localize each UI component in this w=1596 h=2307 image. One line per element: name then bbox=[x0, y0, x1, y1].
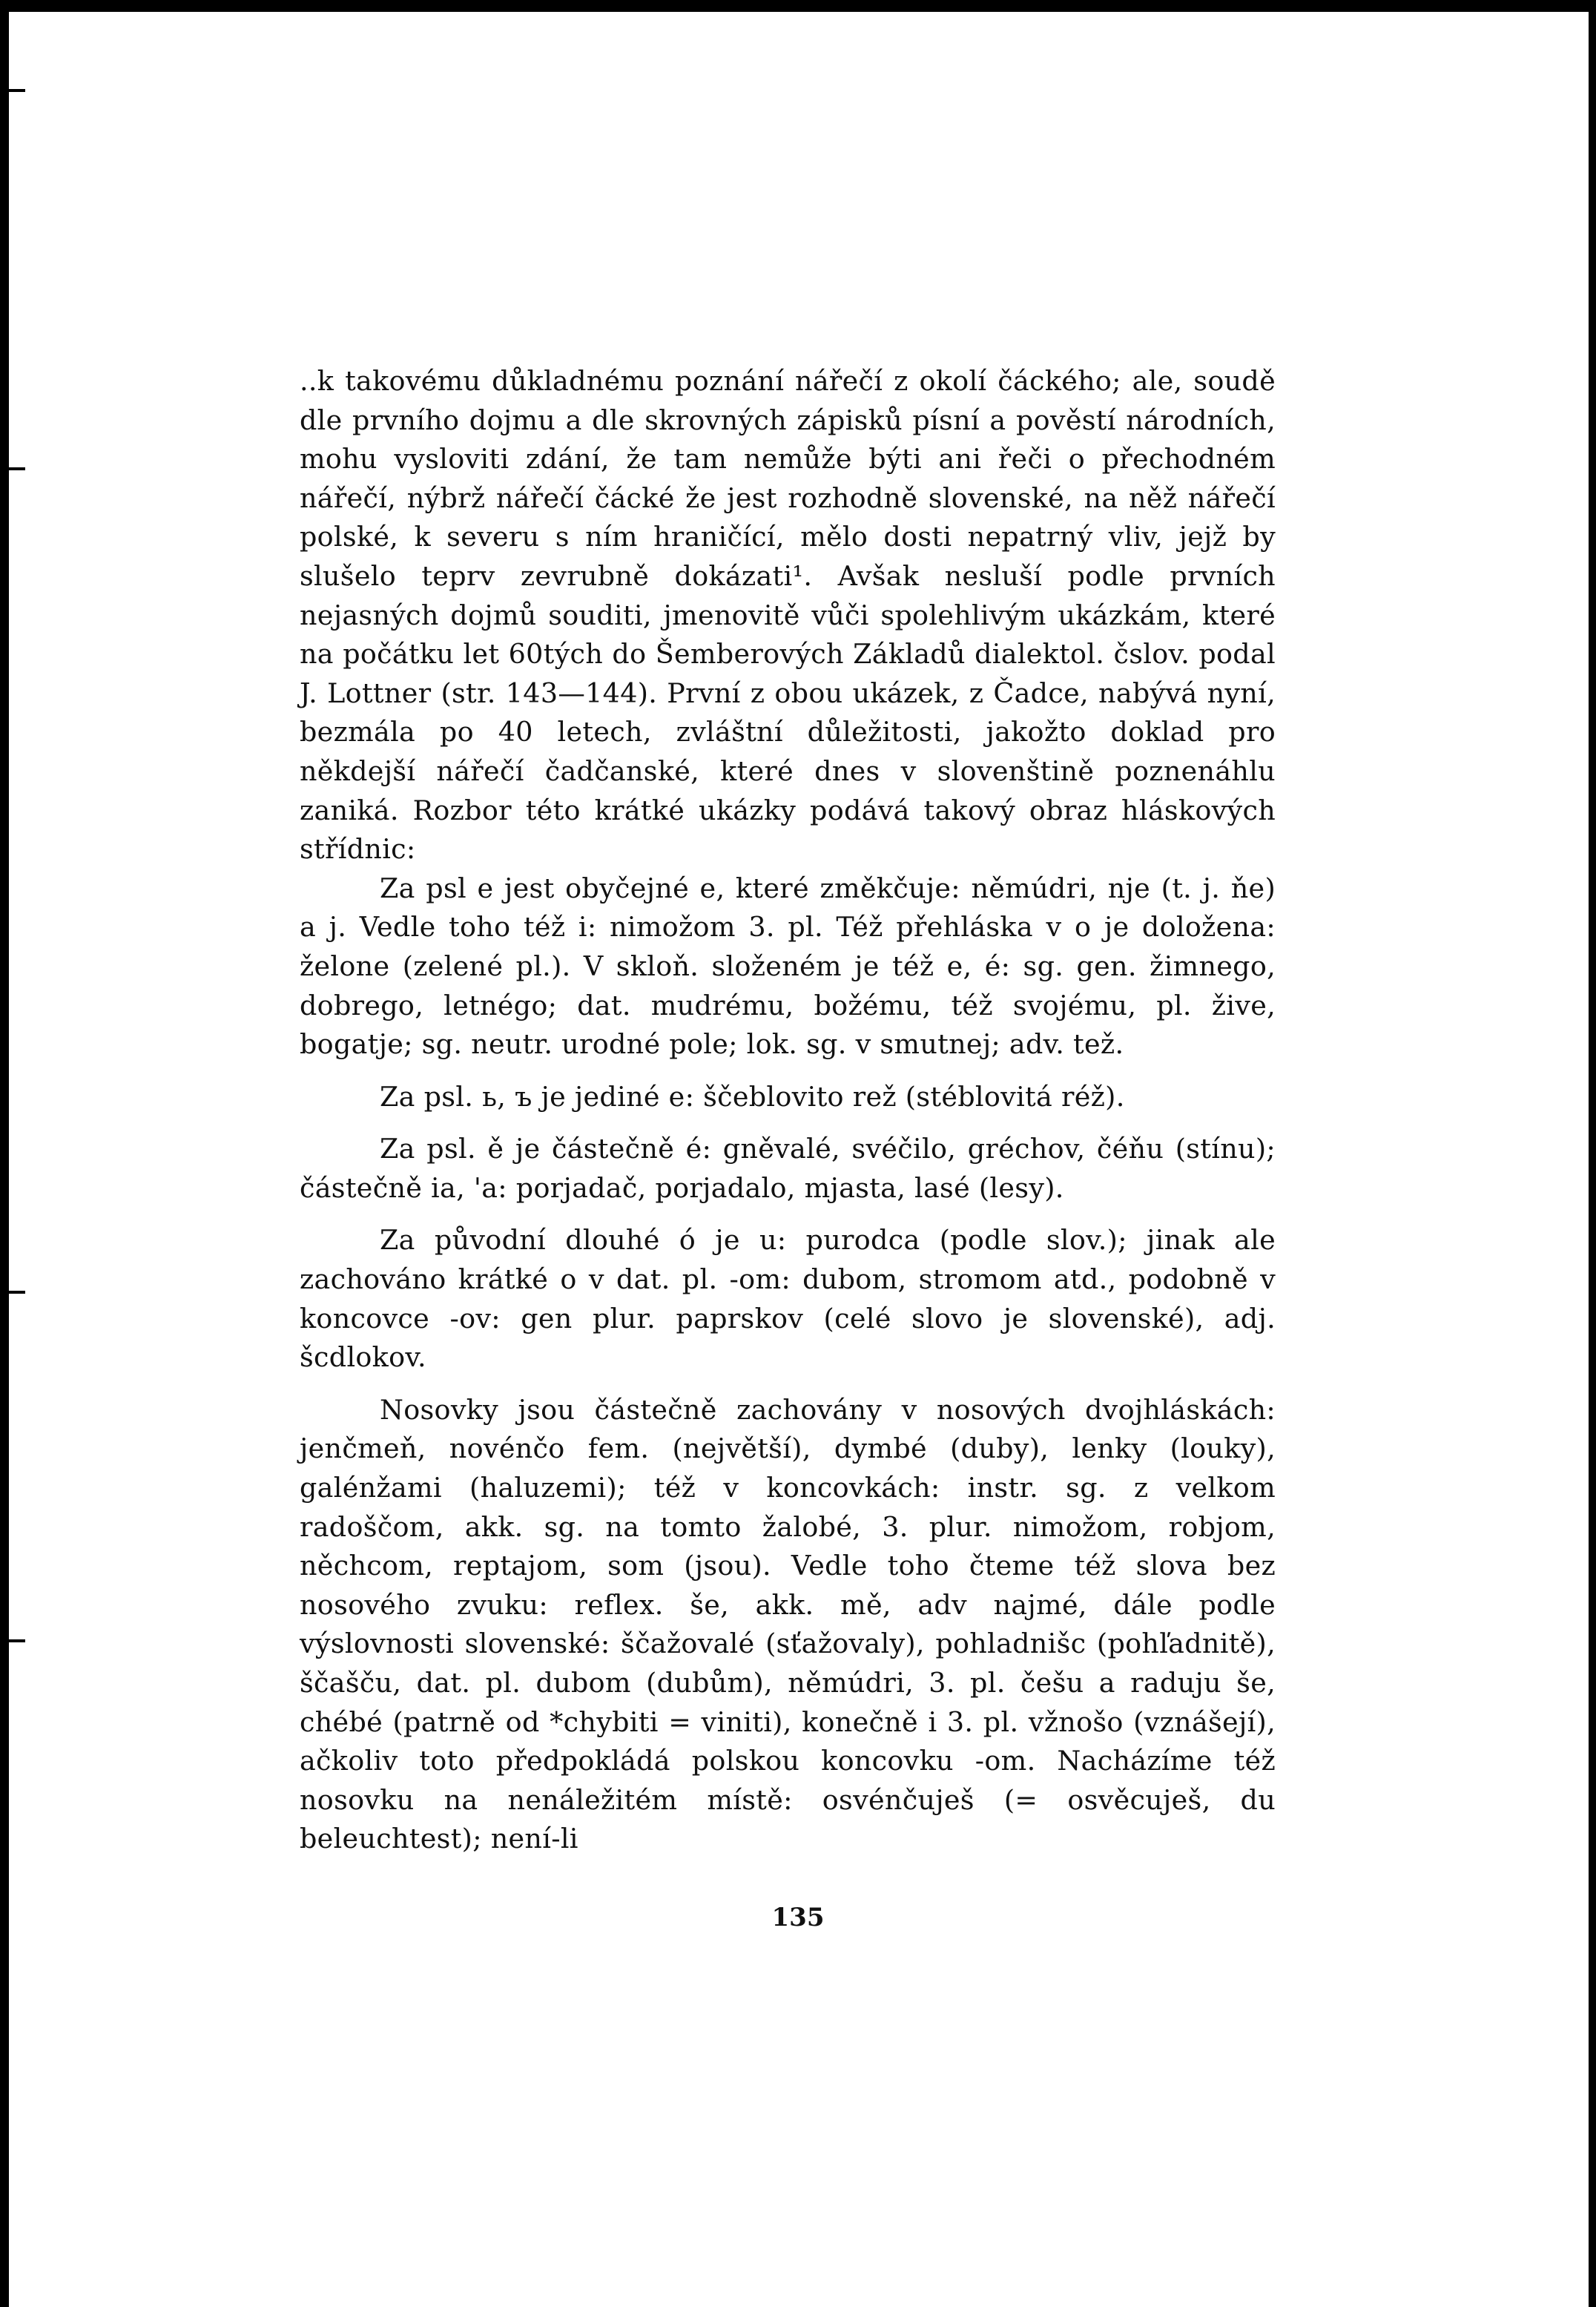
page-body bbox=[300, 362, 1276, 1859]
scan-border-right bbox=[1589, 0, 1596, 2307]
paragraph-nasals: Nosovky jsou částečně zachovány v nosových dvojhláskách: jenčmeň, novénčo fem. (největší), dymbé (duby), lenky (louky), galénžami (haluzemi); též v koncovkách: instr. sg. z velkom radoščom, akk. sg. na tomto žalobé, 3. plur. nimožom, robjom, něchcom, reptajom, som (jsou). Vedle toho čteme též slova bez nosového zvuku: reflex. še, akk. mě, adv najmé, dále podle výslovnosti slovenské: ščažovalé (sťažovaly), pohladnišc (pohľadnitě), ščašču, dat. pl. dubom (dubům), němúdri, 3. pl. češu a raduju še, chébé (patrně od *chybiti = viniti), konečně i 3. pl. vžnošo (vznášejí), ačkoliv toto předpokládá polskou koncovku -om. Nacházíme též nosovku na nenáležitém místě: osvénčuješ (= osvěcuješ, du beleuchtest); není-li bbox=[300, 1393, 1276, 1855]
page-number: 135 bbox=[771, 1903, 825, 1932]
scan-border-top bbox=[0, 0, 1596, 12]
paragraph-jer-reflex: Za psl. ь, ъ je jediné e: ščeblovito rež (stéblovitá réž). bbox=[380, 1080, 1125, 1113]
margin-mark bbox=[3, 1639, 25, 1642]
scan-border-left bbox=[0, 0, 9, 2307]
paragraph-intro: ..k takovému důkladnému poznání nářečí z okolí čáckého; ale, soudě dle prvního dojmu a dle skrovných zápisků písní a pověstí národních, mohu vysloviti zdání, že tam nemůže býti ani řeči o přechodném nářečí, nýbrž nářečí čácké že jest rozhodně slovenské, na něž nářečí polské, k severu s ním hraničící, mělo dosti nepatrný vliv, jejž by slušelo teprv zevrubně dokázati¹. Avšak nesluší podle prvních nejasných dojmů souditi, jmenovitě vůči spolehlivým ukázkám, které na počátku let 60tých do Šemberových Základů dialektol. čslov. podal J. Lottner (str. 143—144). První z obou ukázek, z Čadce, nabývá nyní, bezmála po 40 letech, zvláštní důležitosti, jakožto doklad pro někdejší nářečí čadčanské, které dnes v slovenštině poznenáhlu zaniká. Rozbor této krátké ukázky podává takový obraz hláskových střídnic: bbox=[300, 365, 1276, 866]
margin-mark bbox=[3, 467, 25, 470]
paragraph-long-o: Za původní dlouhé ó je u: purodca (podle slov.); jinak ale zachováno krátké o v dat. pl. -om: dubom, stromom atd., podobně v koncovce -ov: gen plur. paprskov (celé slovo je slovenské), adj. šcdlokov. bbox=[300, 1224, 1276, 1374]
paragraph-jat-reflex: Za psl. ě je částečně é: gněvalé, svéčilo, gréchov, čéňu (stínu); částečně ia, 'a: porjadač, porjadalo, mjasta, lasé (lesy). bbox=[300, 1133, 1276, 1204]
paragraph-e-reflex: Za psl e jest obyčejné e, které změkčuje: němúdri, nje (t. j. ňe) a j. Vedle toho též i: nimožom 3. pl. Též přehláska v o je doložena: želone (zelené pl.). V skloň. složeném je též e, é: sg. gen. žimnego, dobrego, letnégo; dat. mudrému, božému, též svojému, pl. žive, bogatje; sg. neutr. urodné pole; lok. sg. v smutnej; adv. tež. bbox=[300, 872, 1276, 1061]
margin-mark bbox=[3, 89, 25, 92]
margin-mark bbox=[3, 1291, 25, 1294]
